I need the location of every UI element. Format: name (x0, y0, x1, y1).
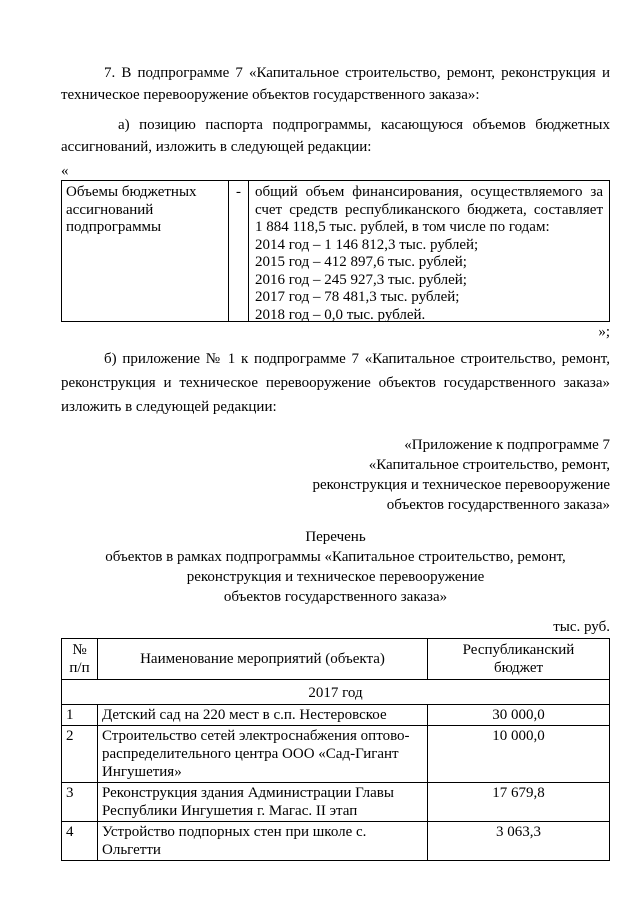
list-title-line: реконструкция и техническое перевооружение (186, 569, 485, 585)
list-title-line: объектов в рамках подпрограммы «Капитальное строительство, ремонт, (105, 549, 566, 565)
year-row (62, 680, 610, 705)
passport-label-cell (62, 181, 229, 321)
passport-text-line: общий объем финансирования, осуществляемого за (255, 184, 603, 200)
row-name: Строительство сетей электроснабжения оптово-распределительного центра ООО «Сад-Гигант Ингушетия» (98, 726, 428, 783)
appendix-header (210, 435, 610, 515)
appendix-header-line: реконструкция и техническое перевооружение (312, 477, 610, 493)
row-num: 4 (62, 822, 98, 861)
header-budget-line: Республиканский (462, 642, 575, 658)
table-row (62, 783, 610, 822)
header-num (62, 639, 98, 680)
passport-text-line: 2017 год – 78 481,3 тыс. рублей; (255, 289, 460, 305)
item-b-line1: б) приложение № 1 к подпрограмме 7 «Капитальное строительство, ремонт, (104, 351, 610, 367)
row-sum: 17 679,8 (428, 783, 610, 822)
header-budget (428, 639, 610, 680)
passport-text-line: счет средств республиканского бюджета, составляет (255, 201, 603, 218)
passport-text-line: 2014 год – 1 146 812,3 тыс. рублей; (255, 236, 479, 253)
row-name: Детский сад на 220 мест в с.п. Нестеровское (98, 705, 428, 726)
table-row (62, 822, 610, 861)
quote-close: »; (598, 324, 610, 340)
header-budget-line: бюджет (493, 660, 544, 676)
quote-open: « (61, 163, 69, 179)
item-b-line2: реконструкция и техническое перевооружение объектов государственного заказа» (61, 375, 610, 391)
row-sum: 30 000,0 (428, 705, 610, 726)
passport-label-line: ассигнований (66, 201, 154, 218)
table-row (62, 726, 610, 783)
passport-text-line: 2016 год – 245 927,3 тыс. рублей; (255, 271, 467, 288)
table-header-row (62, 639, 610, 680)
passport-dash-cell: - (229, 181, 249, 321)
row-num: 3 (62, 783, 98, 822)
row-name: Реконструкция здания Администрации Главы Республики Ингушетия г. Магас. II этап (98, 783, 428, 822)
units-label: тыс. руб. (553, 619, 610, 635)
item-a-line1: а) позицию паспорта подпрограммы, касающуюся объемов бюджетных (118, 117, 610, 133)
row-num: 1 (62, 705, 98, 726)
list-title-heading: Перечень (305, 529, 366, 545)
passport-text-line: 1 884 118,5 тыс. рублей, в том числе по годам: (255, 219, 550, 235)
item7-line2: техническое перевооружение объектов государственного заказа»: (61, 87, 480, 103)
row-sum: 10 000,0 (428, 726, 610, 783)
row-name: Устройство подпорных стен при школе с. Ольгетти (98, 822, 428, 861)
header-num-line: № (72, 642, 87, 658)
passport-text-cell (249, 181, 609, 321)
row-num: 2 (62, 726, 98, 783)
list-title-line: объектов государственного заказа» (223, 589, 448, 605)
appendix-header-line: «Капитальное строительство, ремонт, (368, 457, 610, 473)
row-sum: 3 063,3 (428, 822, 610, 861)
objects-table (61, 638, 610, 861)
year-cell: 2017 год (62, 680, 610, 705)
appendix-header-line: объектов государственного заказа» (386, 497, 610, 513)
header-name: Наименование мероприятий (объекта) (98, 639, 428, 680)
list-title (61, 527, 610, 607)
passport-label-line: Объемы бюджетных (66, 184, 197, 200)
passport-table (61, 180, 610, 322)
passport-text-line: 2015 год – 412 897,6 тыс. рублей; (255, 254, 467, 270)
table-row (62, 705, 610, 726)
header-num-line: п/п (69, 660, 90, 676)
item-a-line2: ассигнований, изложить в следующей редакции: (61, 139, 372, 155)
item-b-line3: изложить в следующей редакции: (61, 399, 277, 415)
passport-text-line: 2018 год – 0,0 тыс. рублей. (255, 306, 426, 323)
item7-line1: 7. В подпрограмме 7 «Капитальное строительство, ремонт, реконструкция и (104, 65, 610, 81)
passport-label-line: подпрограммы (66, 219, 162, 235)
appendix-header-line: «Приложение к подпрограмме 7 (404, 437, 610, 453)
